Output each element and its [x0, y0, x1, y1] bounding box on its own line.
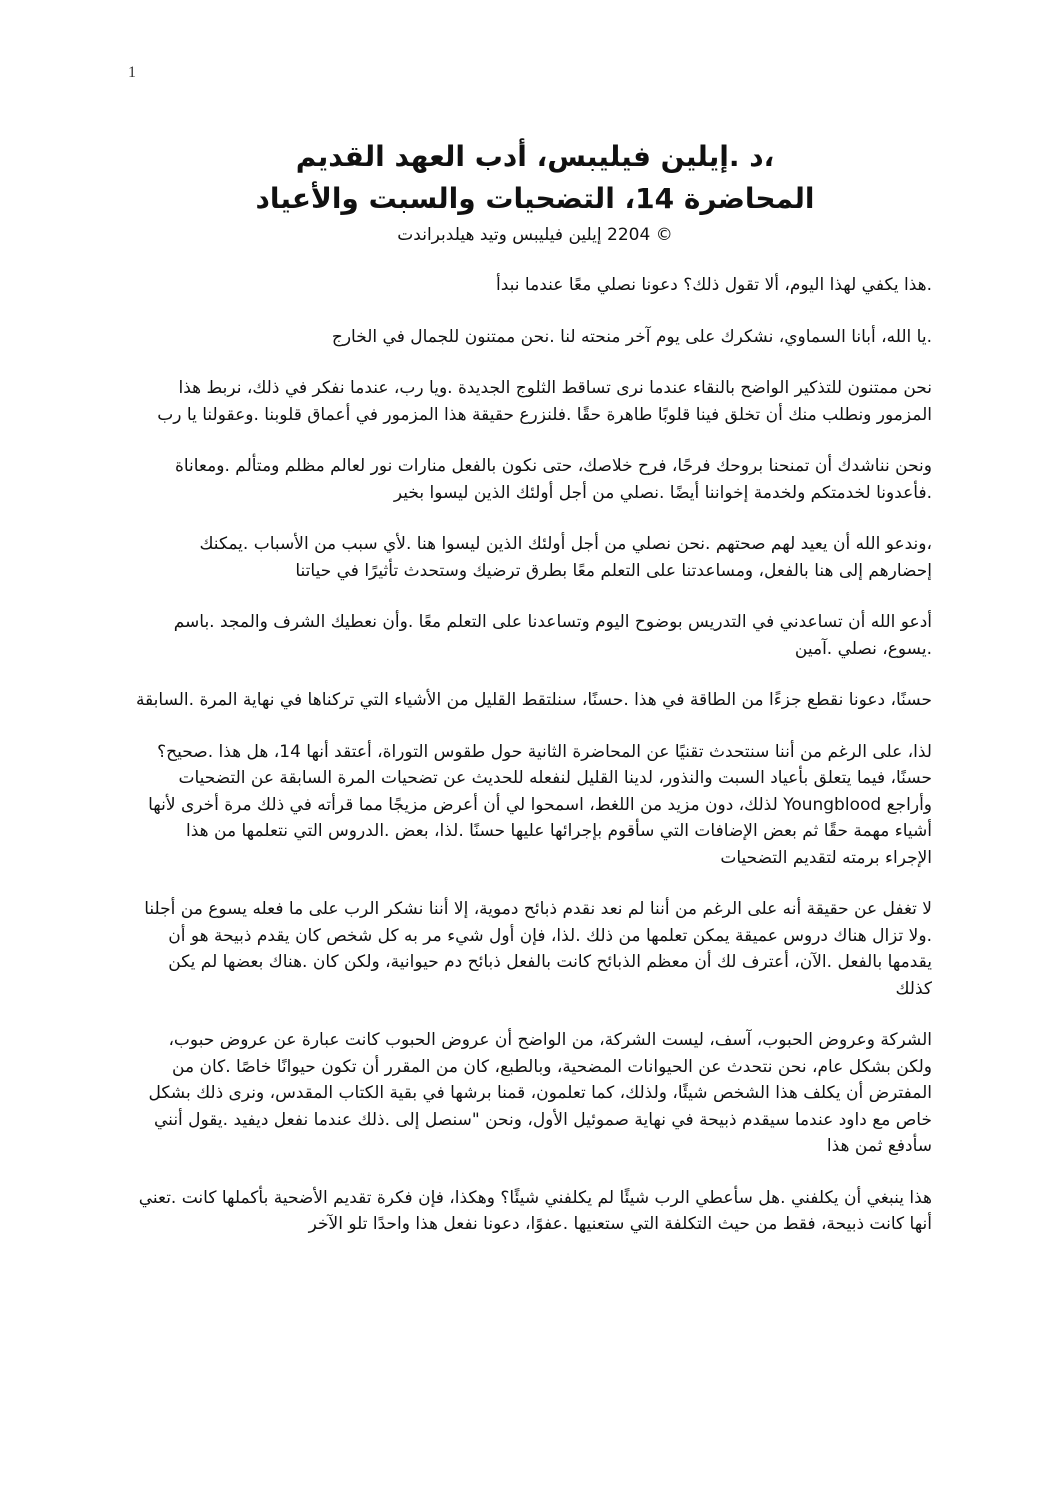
copyright-line: © 2204 إيلين فيليبس وتيد هيلدبراندت: [397, 225, 673, 245]
paragraph: أدعو الله أن تساعدني في التدريس بوضوح اليوم وتساعدنا على التعلم معًا .وأن نعطيك الشرف والمجد .باسم .يسوع، نصلي .آمين: [173, 612, 932, 659]
paragraph: ونحن نناشدك أن تمنحنا بروحك فرحًا، فرح خلاصك، حتى نكون بالفعل منارات نور لعالم مظلم ومتألم .ومعاناة .فأعدونا لخدمتكم ولخدمة إخواننا أيضًا .نصلي من أجل أولئك الذين ليسوا بخير: [174, 456, 932, 503]
paragraph: ،وندعو الله أن يعيد لهم صحتهم .نحن نصلي من أجل أولئك الذين ليسوا هنا .لأي سبب من الأسباب .يمكنك إحضارهم إلى هنا بالفعل، ومساعدتنا على التعلم معًا بطرق ترضيك وستحدث تأثيرًا في حياتنا: [199, 534, 932, 581]
page-number: 1: [128, 64, 136, 81]
paragraph: الشركة وعروض الحبوب، آسف، ليست الشركة، من الواضح أن عروض الحبوب كانت عبارة عن عروض حبوب، ولكن بشكل عام، نحن نتحدث عن الحيوانات المضحية، وبالطبع، كان من المقرر أن تكون حيوانًا خاصًا .كان من المفترض أن يكلف هذا الشخص شيئًا، ولذلك، كما تعلمون، قمنا برشها في بقية الكتاب المقدس، ونرى ذلك بشكل خاص مع داود عندما سيقدم ذبيحة في نهاية صموئيل الأول، ونحن "سنصل إلى .ذلك عندما نفعل ديفيد .يقول أنني سأدفع ثمن هذا: [148, 1030, 932, 1156]
paragraph: هذا ينبغي أن يكلفني .هل سأعطي الرب شيئًا لم يكلفني شيئًا؟ وهكذا، فإن فكرة تقديم الأضحية بأكملها كانت .تعني أنها كانت ذبيحة، فقط من حيث التكلفة التي ستعنيها .عفوًا، دعونا نفعل هذا واحدًا تلو الآخر: [138, 1187, 932, 1234]
title-line-1: ،د .إيلين فيليبس، أدب العهد القديم: [295, 140, 775, 173]
paragraph: نحن ممتنون للتذكير الواضح بالنقاء عندما نرى تساقط الثلوج الجديدة .ويا رب، عندما نفكر في ذلك، نربط هذا المزمور ونطلب منك أن تخلق فينا قلوبًا طاهرة حقًا .فلنزرع حقيقة هذا المزمور في أعماق قلوبنا .وعقولنا يا رب: [157, 378, 932, 425]
title-block: [140, 136, 930, 248]
paragraph: .هذا يكفي لهذا اليوم، ألا تقول ذلك؟ دعونا نصلي معًا عندما نبدأ: [496, 275, 932, 295]
paragraph: حسنًا، دعونا نقطع جزءًا من الطاقة في هذا .حسنًا، سنلتقط القليل من الأشياء التي تركناها في نهاية المرة .السابقة: [135, 690, 932, 710]
paragraph: .يا الله، أبانا السماوي، نشكرك على يوم آخر منحته لنا .نحن ممتنون للجمال في الخارج: [331, 326, 932, 347]
paragraph: لا تغفل عن حقيقة أنه على الرغم من أننا لم نعد نقدم ذبائح دموية، إلا أننا نشكر الرب على ما فعله يسوع من أجلنا .ولا تزال هناك دروس عميقة يمكن تعلمها من ذلك .لذا، فإن أول شيء مر به كل شخص كان يقدم ذبيحة هو أن يقدمها بالفعل .الآن، أعترف لك أن معظم الذبائح كانت بالفعل ذبائح دم حيوانية، ولكن كان .هناك بعضها لم يكن كذلك: [144, 899, 932, 999]
lecture-body: [134, 272, 932, 1263]
paragraph: لذا، على الرغم من أننا سنتحدث تقنيًا عن المحاضرة الثانية حول طقوس التوراة، أعتقد أنها 14، هل هذا .صحيح؟ حسنًا، فيما يتعلق بأعياد السبت والنذور، لدينا القليل لنفعله للحديث عن تضحيات المرة السابقة عن التضحيات وأراجع Youngblood لذلك، دون مزيد من اللغط، اسمحوا لي أن أعرض مزيجًا مما قرأته في ذلك مرة أخرى لأنها أشياء مهمة حقًا ثم بعض الإضافات التي سأقوم بإجرائها عليها حسنًا .لذا، بعض .الدروس التي نتعلمها من هذا الإجراء برمته لتقديم التضحيات: [148, 741, 932, 868]
title-line-2: المحاضرة 14، التضحيات والسبت والأعياد: [255, 182, 815, 215]
